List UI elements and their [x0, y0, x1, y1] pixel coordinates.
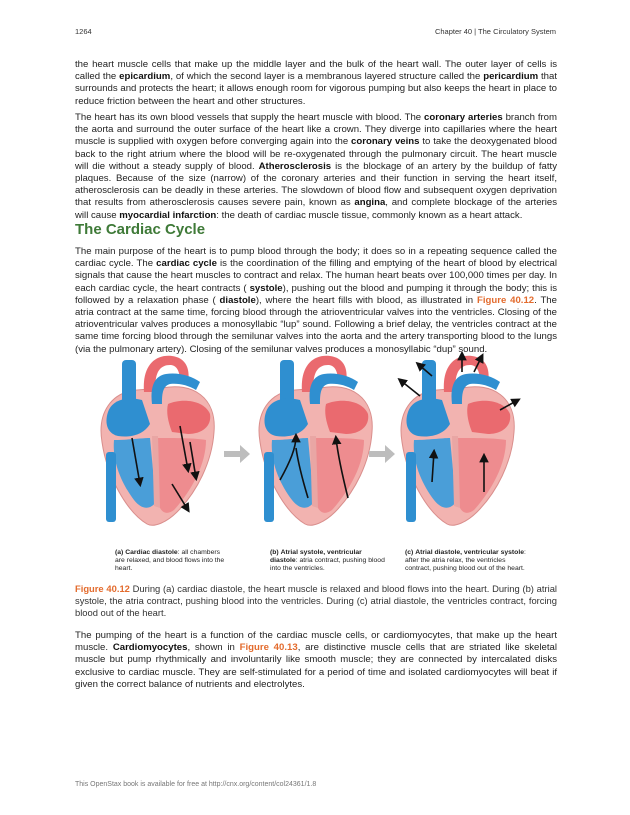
term-epicardium: epicardium — [119, 71, 171, 83]
text-run: is the blockage of an artery by the buildup of fatty plaques. Because of the size (narrow) of the coronary arteries and their function in serving the heart itself, atherosclerosis can be deadly in these arteries. The slowdown of blood flow and subsequent oxygen deprivation that results from atherosclerosis causes severe pain, known as — [75, 160, 557, 209]
text-run: branch from the aorta and surround the outer surface of the heart like a crown. They diverge into capillaries where the heart muscle is supplied with oxygen before converging again into the — [75, 112, 558, 148]
term-diastole: diastole — [219, 294, 256, 306]
text-run: , of which the second layer is a membranous layered structure called the — [170, 71, 484, 83]
heart-ventricular-systole-diagram — [400, 354, 518, 525]
section-title: The Cardiac Cycle — [75, 221, 206, 238]
page-number: 1264 — [75, 27, 92, 36]
text-run: is the coordination of the filling and emptying of the heart of blood by electrical signals that cause the heart muscles to contract and relax. The human heart beats over 100,000 times per day. In each cardiac cycle, the heart contracts ( — [75, 258, 557, 294]
term-cardiac-cycle: cardiac cycle — [156, 258, 217, 270]
panel-description: : atria contract, pushing blood into the ventricles. — [270, 557, 385, 572]
panel-description: : all chambers are relaxed, and blood flows into the heart. — [115, 549, 225, 572]
text-run: The pumping of the heart is a function of the cardiac muscle cells, or cardiomyocytes, that make up the heart muscle. — [75, 630, 557, 654]
text-run: to take the deoxygenated blood back to the right atrium where the blood will be re-oxygenated through the pulmonary circuit. The heart muscle will die without a steady supply of blood. — [75, 136, 557, 172]
heart-diastole-diagram — [101, 356, 214, 525]
heart-atrial-systole-diagram — [259, 356, 372, 525]
text-run: ), pushing out the blood and pumping it through the body; this is followed by a relaxation phase ( — [75, 282, 558, 306]
paragraph-cardiac-cycle — [75, 246, 557, 356]
paragraph-coronary — [75, 112, 557, 222]
term-coronary-veins: coronary veins — [351, 136, 420, 148]
panel-title: Atrial diastole, ventricular systole — [415, 549, 524, 556]
term-systole: systole — [249, 282, 283, 294]
panel-caption-c — [405, 549, 527, 573]
term-angina: angina — [354, 197, 386, 209]
text-run: , are distinctive muscle cells that are striated like skeletal muscle but pump rhythmically and involuntarily like smooth muscle; they are connected by intercalated disks exclusive to cardiac muscle. They are self-stimulated for a period of time and isolated cardiomyocytes will beat if given the correct balance of nutrients and electrolytes. — [75, 642, 557, 690]
panel-letter: (a) — [115, 549, 124, 556]
figure-40-12-link[interactable]: Figure 40.12 — [476, 294, 535, 306]
panel-title: Cardiac diastole — [125, 549, 178, 556]
cardiac-cycle-figure — [92, 352, 522, 552]
text-run: ), where the heart fills with blood, as illustrated in — [255, 294, 477, 306]
next-stage-arrow-icon — [369, 445, 395, 463]
term-coronary-arteries: coronary arteries — [424, 112, 503, 123]
next-stage-arrow-icon — [224, 445, 250, 463]
text-run: The main purpose of the heart is to pump blood through the body; it does so in a repeating sequence called the cardiac cycle. The — [75, 246, 557, 270]
figure-caption-text: During (a) cardiac diastole, the heart muscle is relaxed and blood flows into the heart. During (b) atrial systole, the atria contract, pushing blood into the ventricles. During (c) atrial diastole, the ventricles contract, forcing blood out of the heart. — [75, 583, 558, 618]
panel-title: Atrial systole, ventricular diastole — [270, 549, 362, 564]
panel-letter: (b) — [270, 549, 279, 556]
panel-caption-a — [115, 549, 230, 573]
figure-40-13-link[interactable]: Figure 40.13 — [239, 642, 298, 654]
panel-description: : after the atria relax, the ventricles contract, pushing blood out of the heart. — [405, 549, 526, 572]
panel-caption-b — [270, 549, 385, 573]
term-cardiomyocytes: Cardiomyocytes — [112, 642, 188, 654]
figure-label: Figure 40.12 — [75, 583, 130, 594]
panel-letter: (c) — [405, 549, 414, 556]
footer-notice: This OpenStax book is available for free at http://cnx.org/content/col24361/1.8 — [75, 781, 317, 788]
text-run: , and complete blockage of the arteries will cause — [75, 197, 557, 221]
figure-caption — [75, 583, 557, 619]
term-pericardium: pericardium — [483, 71, 539, 83]
paragraph-cardiomyocytes — [75, 630, 557, 691]
text-run: The heart has its own blood vessels that supply the heart muscle with blood. The — [75, 112, 425, 123]
text-run: : the death of cardiac muscle tissue, commonly known as a heart attack. — [216, 209, 523, 221]
text-run: , shown in — [187, 642, 240, 654]
term-atherosclerosis: Atherosclerosis — [258, 160, 332, 172]
chapter-header: Chapter 40 | The Circulatory System — [434, 27, 556, 36]
text-run: . The atria contract at the same time, forcing blood through the atrioventricular valves into the ventricles. Closing of the atrioventricular valves produces a monosyllabic “lup” sound. Following a brief delay, the ventricles contract at the same time forcing blood through the semilunar valves into the aorta and the artery transporting blood to the lungs (via the pulmonary artery). Closing of the semilunar valves produces a monosyllabic “dup” sound. — [75, 294, 557, 355]
text-run: the heart muscle cells that make up the middle layer and the bulk of the heart wall. The outer layer of cells is called the — [75, 59, 557, 83]
text-run: that surrounds and protects the heart; it allows enough room for vigorous pumping but also keeps the heart in place to reduce friction between the heart and other structures. — [75, 71, 558, 107]
term-myocardial-infarction: myocardial infarction — [119, 209, 217, 221]
paragraph-epicardium — [75, 59, 557, 108]
